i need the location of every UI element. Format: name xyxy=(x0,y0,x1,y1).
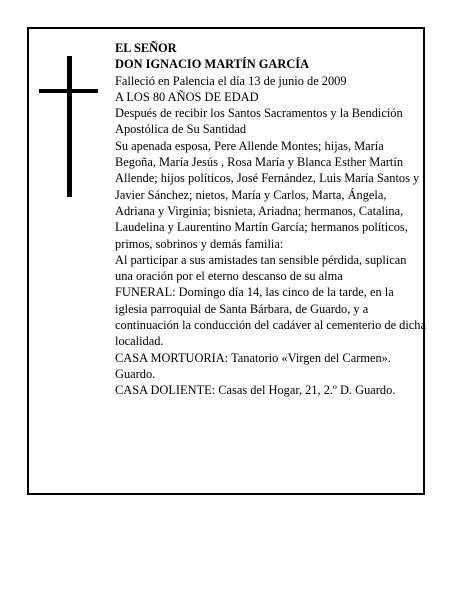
mourning-house-address: CASA DOLIENTE: Casas del Hogar, 21, 2.º D. Guardo. xyxy=(115,383,396,398)
sacraments-line: Después de recibir los Santos Sacramentos y la Bendición Apostólica de Su Santidad xyxy=(115,106,403,137)
obituary-text xyxy=(115,40,427,399)
cross-icon-bar xyxy=(39,89,98,93)
death-details: Falleció en Palencia el día 13 de junio de 2009 xyxy=(115,73,347,88)
age-line: A LOS 80 AÑOS DE EDAD xyxy=(115,89,259,104)
funeral-details: FUNERAL: Domingo día 14, las cinco de la tarde, en la iglesia parroquial de Santa Bárbara, de Guardo, y a continuación la conducción del cadáver al cementerio de dicha localidad. xyxy=(115,285,426,349)
prayer-request: Al participar a sus amistades tan sensible pérdida, suplican una oración por el eterno descanso de su alma xyxy=(115,252,407,284)
family-list: Su apenada esposa, Pere Allende Montes; hijas, María Begoña, María Jesús , Rosa María y Blanca Esther Martín Allende; hijos políticos, José Fernández, Luis María Santos y Javier Sánchez; nietos, María y Carlos, Marta, Ángela, Adriana y Virginia; bisnieta, Ariadna; hermanos, Catalina, Laudelina y Laurentino Martín García; hermanos políticos, primos, sobrinos y demás familia: xyxy=(115,138,420,251)
deceased-name: DON IGNACIO MARTÍN GARCÍA xyxy=(115,57,310,72)
obituary-title: EL SEÑOR xyxy=(115,41,177,55)
mortuary-address: CASA MORTUORIA: Tanatorio «Virgen del Carmen». Guardo. xyxy=(115,350,391,381)
cross-icon xyxy=(67,56,72,197)
obituary-notice xyxy=(27,27,425,495)
